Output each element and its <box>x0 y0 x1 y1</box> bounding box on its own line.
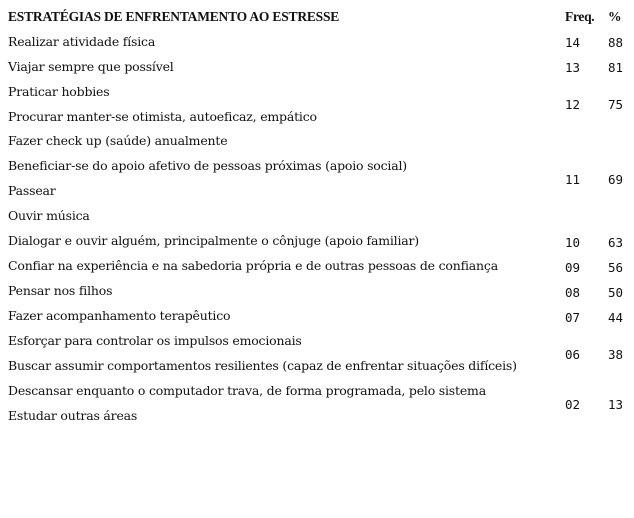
strategy-cell: Descansar enquanto o computador trava, de forma programada, pelo sistema <box>8 383 486 398</box>
freq-cell: 13 <box>565 60 581 75</box>
pct-cell: 69 <box>608 172 624 187</box>
strategy-cell: Pensar nos filhos <box>8 283 113 298</box>
pct-cell: 81 <box>608 60 624 75</box>
strategy-cell: Esforçar para controlar os impulsos emocionais <box>8 333 302 348</box>
table-row <box>0 158 634 183</box>
pct-cell: 88 <box>608 35 624 50</box>
header-strategy: ESTRATÉGIAS DE ENFRENTAMENTO AO ESTRESSE <box>8 9 340 24</box>
freq-cell: 02 <box>565 397 581 412</box>
table-row <box>0 183 634 208</box>
pct-cell: 75 <box>608 97 624 112</box>
freq-cell: 14 <box>565 35 581 50</box>
table-row <box>0 208 634 233</box>
pct-cell: 13 <box>608 397 624 412</box>
table-row <box>0 308 634 333</box>
freq-cell: 08 <box>565 285 581 300</box>
strategy-cell: Fazer check up (saúde) anualmente <box>8 133 228 148</box>
table-row <box>0 283 634 308</box>
table-row <box>0 333 634 358</box>
freq-cell: 10 <box>565 235 581 250</box>
table-row <box>0 383 634 408</box>
table-row <box>0 233 634 258</box>
strategy-cell: Viajar sempre que possível <box>8 59 174 74</box>
header-freq: Freq. <box>565 9 595 24</box>
strategy-cell: Praticar hobbies <box>8 84 110 99</box>
table-header <box>0 9 634 34</box>
strategy-cell: Procurar manter-se otimista, autoeficaz, empático <box>8 109 317 124</box>
table-row <box>0 133 634 158</box>
table-row <box>0 408 634 433</box>
pct-cell: 56 <box>608 260 624 275</box>
strategy-cell: Dialogar e ouvir alguém, principalmente o cônjuge (apoio familiar) <box>8 233 419 248</box>
table-row <box>0 34 634 59</box>
strategy-cell: Buscar assumir comportamentos resilientes (capaz de enfrentar situações difíceis) <box>8 358 517 373</box>
freq-cell: 12 <box>565 97 581 112</box>
table-row <box>0 258 634 283</box>
pct-cell: 50 <box>608 285 624 300</box>
pct-cell: 63 <box>608 235 624 250</box>
pct-cell: 44 <box>608 310 624 325</box>
freq-cell: 07 <box>565 310 581 325</box>
strategy-cell: Fazer acompanhamento terapêutico <box>8 308 231 323</box>
pct-cell: 38 <box>608 347 624 362</box>
strategy-cell: Ouvir música <box>8 208 90 223</box>
strategy-cell: Beneficiar-se do apoio afetivo de pessoas próximas (apoio social) <box>8 158 407 173</box>
table-row <box>0 59 634 84</box>
strategy-cell: Realizar atividade física <box>8 34 156 49</box>
table-row <box>0 109 634 134</box>
header-pct: % <box>608 9 622 24</box>
table-row <box>0 84 634 109</box>
table-row <box>0 358 634 383</box>
strategy-cell: Estudar outras áreas <box>8 408 138 423</box>
freq-cell: 09 <box>565 260 581 275</box>
strategy-cell: Passear <box>8 183 56 198</box>
freq-cell: 11 <box>565 172 581 187</box>
freq-cell: 06 <box>565 347 581 362</box>
strategy-cell: Confiar na experiência e na sabedoria própria e de outras pessoas de confiança <box>8 258 498 273</box>
